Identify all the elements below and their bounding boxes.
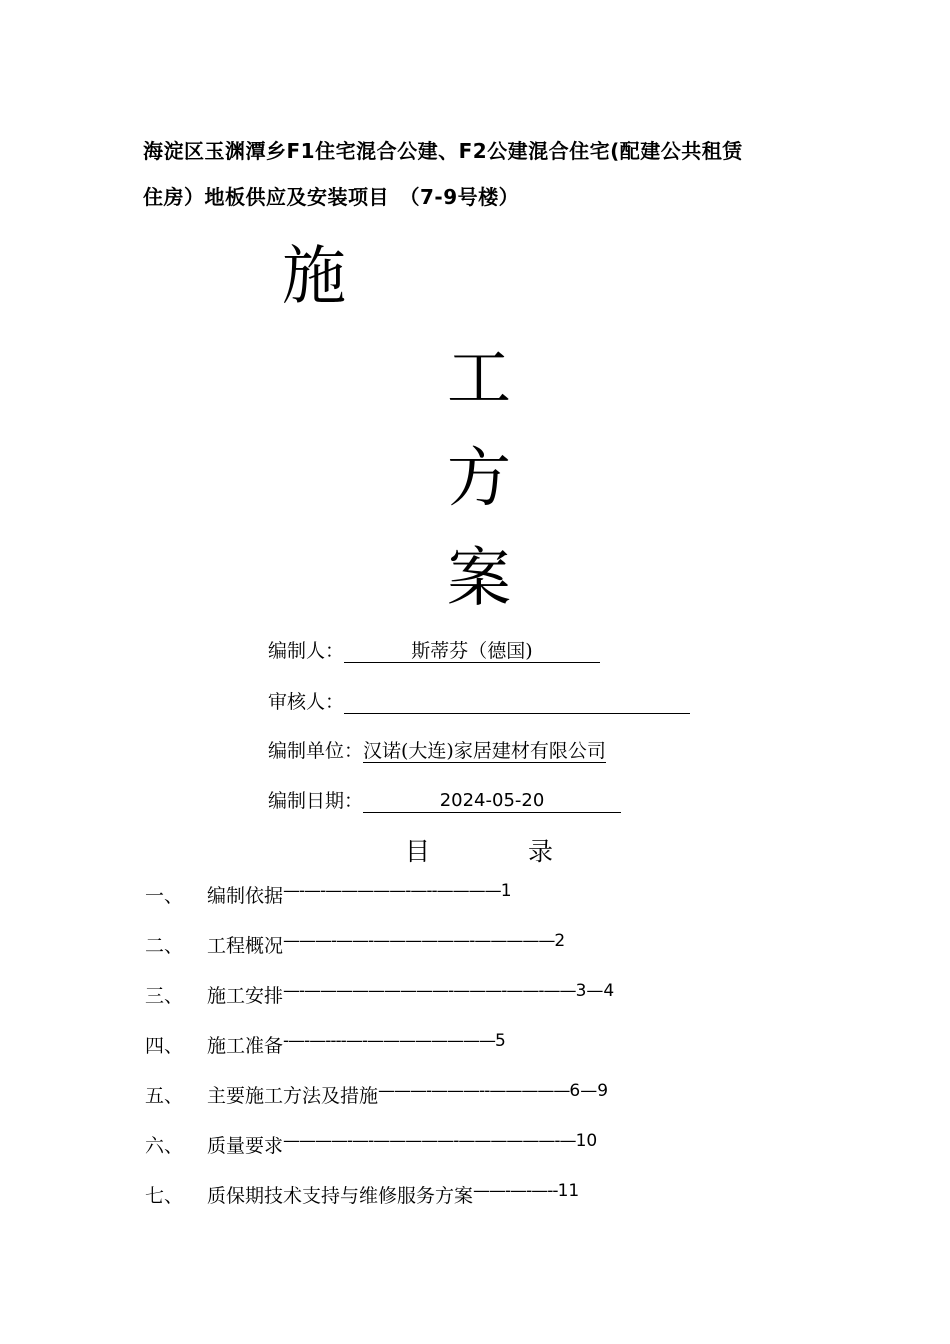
toc-list bbox=[145, 881, 614, 1231]
toc-item-number: 三、 bbox=[145, 985, 184, 1007]
toc-item bbox=[145, 1181, 614, 1231]
big-char-fang: 方 bbox=[447, 442, 511, 516]
toc-item bbox=[145, 881, 614, 931]
field-author bbox=[268, 633, 600, 663]
field-unit bbox=[268, 733, 606, 763]
toc-item-number: 六、 bbox=[145, 1135, 184, 1157]
toc-item-number: 一、 bbox=[145, 885, 184, 907]
toc-item-page: 3—4 bbox=[575, 981, 615, 1001]
toc-item-text: 主要施工方法及措施 bbox=[207, 1085, 379, 1107]
toc-item-number: 七、 bbox=[145, 1185, 184, 1207]
unit-value: 汉诺(大连)家居建材有限公司 bbox=[363, 740, 606, 762]
reviewer-label: 审核人： bbox=[268, 691, 345, 713]
toc-item-page: 10 bbox=[575, 1131, 598, 1151]
toc-item-text: 质量要求 bbox=[207, 1135, 284, 1157]
title-line-1: 海淀区玉渊潭乡F1住宅混合公建、F2公建混合住宅(配建公共租赁 bbox=[143, 139, 743, 163]
toc-item-page: 2 bbox=[554, 931, 566, 951]
field-reviewer bbox=[268, 684, 690, 714]
reviewer-value bbox=[344, 692, 690, 714]
toc-item-page: 1 bbox=[500, 881, 512, 901]
toc-item bbox=[145, 981, 614, 1031]
toc-item-text: 工程概况 bbox=[207, 935, 284, 957]
toc-heading-char-1: 目 bbox=[405, 837, 431, 866]
date-label: 编制日期： bbox=[268, 790, 364, 812]
big-char-gong: 工 bbox=[447, 342, 511, 416]
toc-item-leader: ————-—-—————-——————-— bbox=[283, 1131, 576, 1151]
toc-item-leader: —-—-—————-—--———— bbox=[283, 881, 501, 901]
toc-item bbox=[145, 1081, 614, 1131]
toc-item bbox=[145, 1031, 614, 1081]
unit-label: 编制单位： bbox=[268, 740, 364, 762]
document-title bbox=[143, 128, 823, 220]
big-char-shi: 施 bbox=[282, 240, 346, 314]
toc-item-text: 施工准备 bbox=[207, 1035, 284, 1057]
toc-item-page: 6—9 bbox=[569, 1081, 609, 1101]
author-value: 斯蒂芬（德国) bbox=[344, 640, 600, 663]
toc-item-leader: ———-———--————— bbox=[378, 1081, 570, 1101]
toc-item-leader: ———-——-——————-————— bbox=[283, 931, 555, 951]
toc-item-text: 编制依据 bbox=[207, 885, 284, 907]
toc-item-text: 质保期技术支持与维修服务方案 bbox=[207, 1185, 474, 1207]
toc-item-text: 施工安排 bbox=[207, 985, 284, 1007]
toc-item bbox=[145, 1131, 614, 1181]
toc-item-number: 五、 bbox=[145, 1085, 184, 1107]
toc-heading bbox=[405, 832, 553, 868]
toc-item-page: 5 bbox=[494, 1031, 506, 1051]
field-date bbox=[268, 783, 621, 813]
toc-heading-char-2: 录 bbox=[528, 837, 554, 866]
toc-item-page: 11 bbox=[557, 1181, 580, 1201]
toc-item-leader: ——-—-—-- bbox=[473, 1181, 558, 1201]
toc-item-leader: -—-—----—-———————— bbox=[283, 1031, 495, 1051]
big-char-an: 案 bbox=[447, 542, 511, 616]
toc-item-number: 二、 bbox=[145, 935, 184, 957]
toc-item-leader: —-—————————-———-——-—— bbox=[283, 981, 576, 1001]
toc-item bbox=[145, 931, 614, 981]
title-line-2: 住房）地板供应及安装项目 （7-9号楼） bbox=[143, 185, 520, 209]
toc-item-number: 四、 bbox=[145, 1035, 184, 1057]
date-value: 2024-05-20 bbox=[363, 790, 621, 813]
author-label: 编制人： bbox=[268, 640, 345, 662]
